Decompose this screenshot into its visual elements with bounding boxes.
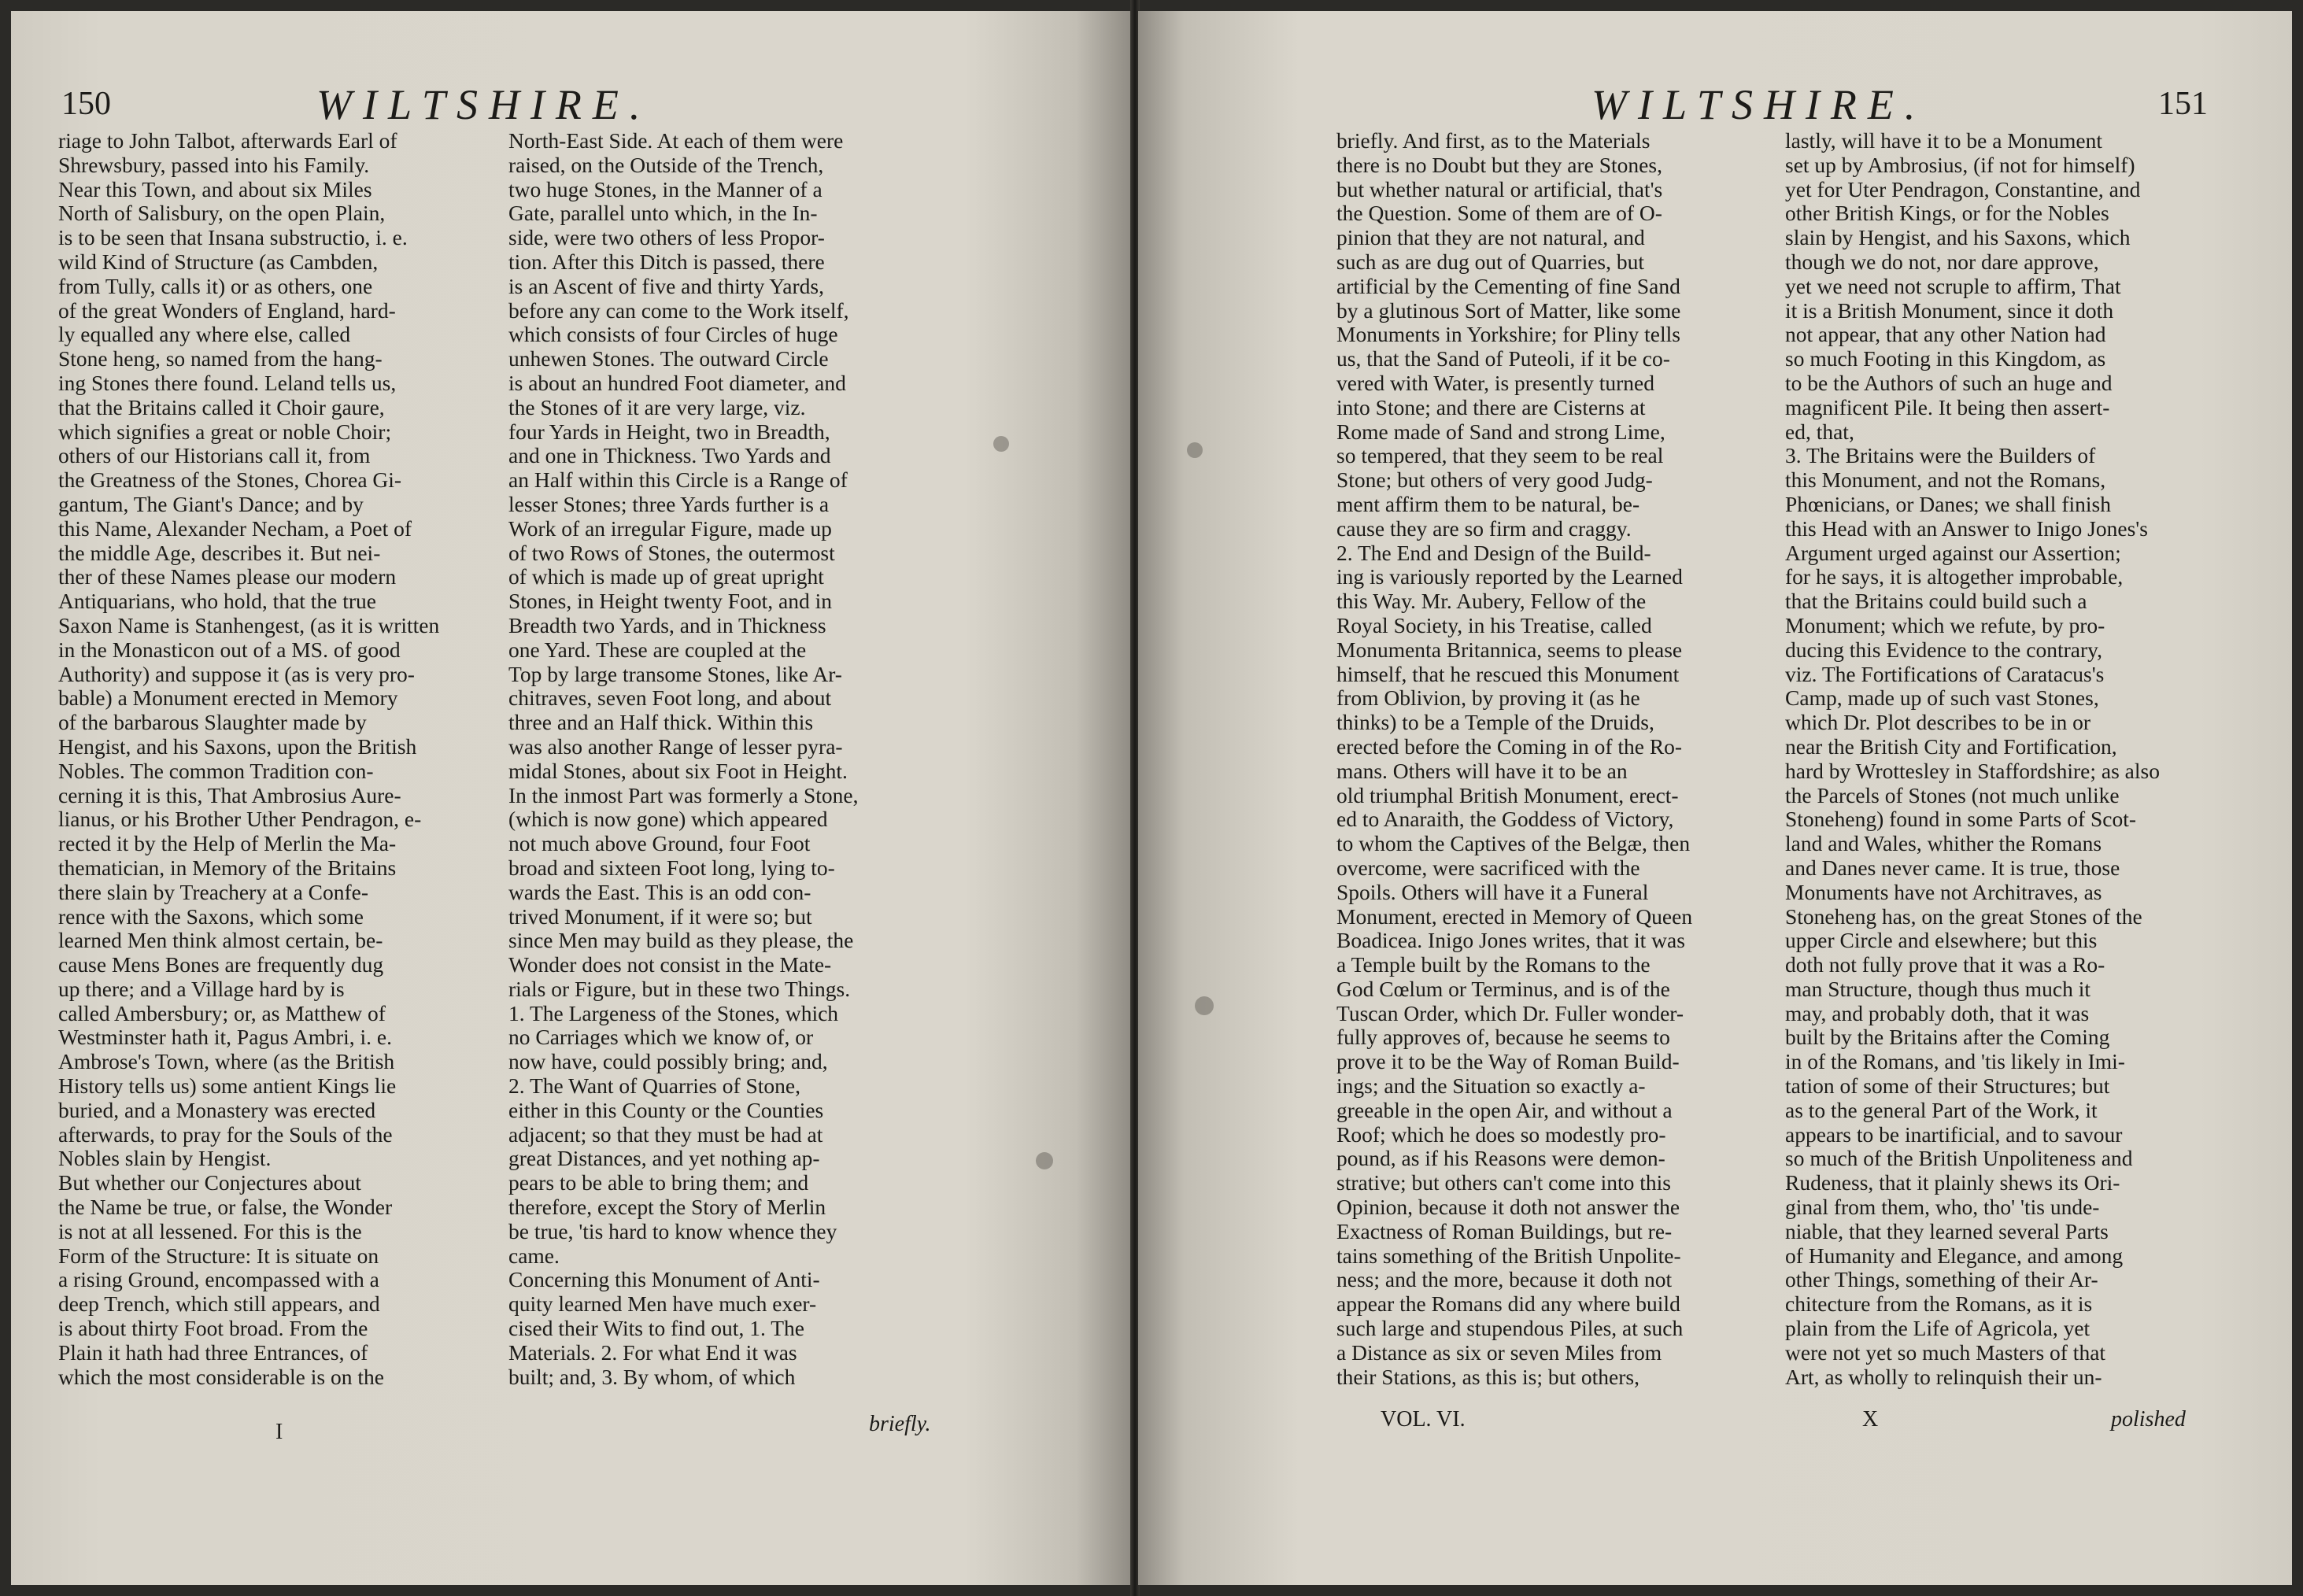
ink-spot xyxy=(1195,996,1214,1015)
signature-mark: I xyxy=(275,1420,283,1444)
right-page-header xyxy=(1138,80,2292,127)
text-column: riage to John Talbot, afterwards Earl of Shrewsbury, passed into his Family. Near this Town, and about six Miles North of Salisbury, on the open Plain, is to be seen that Insana substructio, i. e. wild Kind of Structure (as Cambden, from Tully, calls it) or as others, one of the great Wonders of England, hard- ly equalled any where else, called Stone heng, so named from the hang- ing Stones there found. Leland tells us, that the Britains called it Choir gaure, which signifies a great or noble Choir; others of our Historians call it, from the Greatness of the Stones, Chorea Gi- gantum, The Giant's Dance; and by this Name, Alexander Necham, a Poet of the middle Age, describes it. But nei- ther of these Names please our modern Antiquarians, who hold, that the true Saxon Name is Stanhengest, (as it is written in the Monasticon out of a MS. of good Authority) and suppose it (as is very pro- bable) a Monument erected in Memory of the barbarous Slaughter made by Hengist, and his Saxons, upon the British Nobles. The common Tradition con- cerning it is this, That Ambrosius Aure- lianus, or his Brother Uther Pendragon, e- rected it by the Help of Merlin the Ma- thematician, in Memory of the Britains there slain by Treachery at a Confe- rence with the Saxons, which some learned Men think almost certain, be- cause Mens Bones are frequently dug up there; and a Village hard by is called Ambersbury; or, as Matthew of Westminster hath it, Pagus Ambri, i. e. Ambrose's Town, where (as the British History tells us) some antient Kings lie buried, and a Monastery was erected afterwards, to pray for the Souls of the Nobles slain by Hengist. But whether our Conjectures about the Name be true, or false, the Wonder is not at all lessened. For this is the Form of the Structure: It is situate on a rising Ground, encompassed with a deep Trench, which still appears, and is about thirty Foot broad. From the Plain it hath had three Entrances, of which the most considerable is on the xyxy=(58,128,440,1389)
text-column: North-East Side. At each of them were raised, on the Outside of the Trench, two huge Stones, in the Manner of a Gate, parallel unto which, in the In- side, were two others of less Propor- tion. After this Ditch is passed, there is an Ascent of five and thirty Yards, before any can come to the Work itself, which consists of four Circles of huge unhewen Stones. The outward Circle is about an hundred Foot diameter, and the Stones of it are very large, viz. four Yards in Height, two in Breadth, and one in Thickness. Two Yards and an Half within this Circle is a Range of lesser Stones; three Yards further is a Work of an irregular Figure, made up of two Rows of Stones, the outermost of which is made up of great upright Stones, in Height twenty Foot, and in Breadth two Yards, and in Thickness one Yard. These are coupled at the Top by large transome Stones, like Ar- chitraves, seven Foot long, and about three and an Half thick. Within this was also another Range of lesser pyra- midal Stones, about six Foot in Height. In the inmost Part was formerly a Stone, (which is now gone) which appeared not much above Ground, four Foot broad and sixteen Foot long, lying to- wards the East. This is an odd con- trived Monument, if it were so; but since Men may build as they please, the Wonder does not consist in the Mate- rials or Figure, but in these two Things. 1. The Largeness of the Stones, which no Carriages which we know of, or now have, could possibly bring; and, 2. The Want of Quarries of Stone, either in this County or the Counties adjacent; so that they must be had at great Distances, and yet nothing ap- pears to be able to bring them; and therefore, except the Story of Merlin be true, 'tis hard to know whence they came. Concerning this Monument of Anti- quity learned Men have much exer- cised their Wits to find out, 1. The Materials. 2. For what End it was built; and, 3. By whom, of which xyxy=(508,128,859,1389)
volume-label: VOL. VI. xyxy=(1381,1407,1466,1432)
ink-spot xyxy=(993,436,1009,452)
left-page-header xyxy=(11,80,1132,127)
page-number: 150 xyxy=(61,86,111,122)
left-page xyxy=(11,11,1132,1585)
catchword: polished xyxy=(2111,1407,2186,1432)
signature-mark: X xyxy=(1862,1407,1879,1432)
running-title: WILTSHIRE. xyxy=(316,81,652,128)
page-number: 151 xyxy=(2158,86,2208,122)
ink-spot xyxy=(1187,442,1203,458)
catchword: briefly. xyxy=(869,1412,931,1436)
text-column: lastly, will have it to be a Monument set up by Ambrosius, (if not for himself) yet for Uter Pendragon, Constantine, and other British Kings, or for the Nobles slain by Hengist, and his Saxons, which though we do not, nor dare approve, yet we need not scruple to affirm, That it is a British Monument, since it doth not appear, that any other Nation had so much Footing in this Kingdom, as to be the Authors of such an huge and magnificent Pile. It being then assert- ed, that, 3. The Britains were the Builders of this Monument, and not the Romans, Phœnicians, or Danes; we shall finish this Head with an Answer to Inigo Jones's Argument urged against our Assertion; for he says, it is altogether improbable, that the Britains could build such a Monument; which we refute, by pro- ducing this Evidence to the contrary, viz. The Fortifications of Caratacus's Camp, made up of such vast Stones, which Dr. Plot describes to be in or near the British City and Fortification, hard by Wrottesley in Staffordshire; as also the Parcels of Stones (not much unlike Stoneheng) found in some Parts of Scot- land and Wales, whither the Romans and Danes never came. It is true, those Monuments have not Architraves, as Stoneheng has, on the great Stones of the upper Circle and elsewhere; but this doth not fully prove that it was a Ro- man Structure, though thus much it may, and probably doth, that it was built by the Britains after the Coming in of the Romans, and 'tis likely in Imi- tation of some of their Structures; but as to the general Part of the Work, it appears to be inartificial, and to savour so much of the British Unpoliteness and Rudeness, that it plainly shews its Ori- ginal from them, who, tho' 'tis unde- niable, that they learned several Parts of Humanity and Elegance, and among other Things, something of their Ar- chitecture from the Romans, as it is plain from the Life of Agricola, yet were not yet so much Masters of that Art, as wholly to relinquish their un- xyxy=(1785,128,2160,1389)
text-column: briefly. And first, as to the Materials there is no Doubt but they are Stones, but whether natural or artificial, that's the Question. Some of them are of O- pinion that they are not natural, and such as are dug out of Quarries, but artificial by the Cementing of fine Sand by a glutinous Sort of Matter, like some Monuments in Yorkshire; for Pliny tells us, that the Sand of Puteoli, if it be co- vered with Water, is presently turned into Stone; and there are Cisterns at Rome made of Sand and strong Lime, so tempered, that they seem to be real Stone; but others of very good Judg- ment affirm them to be natural, be- cause they are so firm and craggy. 2. The End and Design of the Build- ing is variously reported by the Learned this Way. Mr. Aubery, Fellow of the Royal Society, in his Treatise, called Monumenta Britannica, seems to please himself, that he rescued this Monument from Oblivion, by proving it (as he thinks) to be a Temple of the Druids, erected before the Coming in of the Ro- mans. Others will have it to be an old triumphal British Monument, erect- ed to Anaraith, the Goddess of Victory, to whom the Captives of the Belgæ, then overcome, were sacrificed with the Spoils. Others will have it a Funeral Monument, erected in Memory of Queen Boadicea. Inigo Jones writes, that it was a Temple built by the Romans to the God Cœlum or Terminus, and is of the Tuscan Order, which Dr. Fuller wonder- fully approves of, because he seems to prove it to be the Way of Roman Build- ings; and the Situation so exactly a- greeable in the open Air, and without a Roof; which he does so modestly pro- pound, as if his Reasons were demon- strative; but others can't come into this Opinion, because it doth not answer the Exactness of Roman Buildings, but re- tains something of the British Unpolite- ness; and the more, because it doth not appear the Romans did any where build such large and stupendous Piles, at such a Distance as six or seven Miles from their Stations, as this is; but others, xyxy=(1336,128,1693,1389)
right-page xyxy=(1138,11,2292,1585)
ink-spot xyxy=(1036,1152,1053,1169)
running-title: WILTSHIRE. xyxy=(1591,81,1927,128)
